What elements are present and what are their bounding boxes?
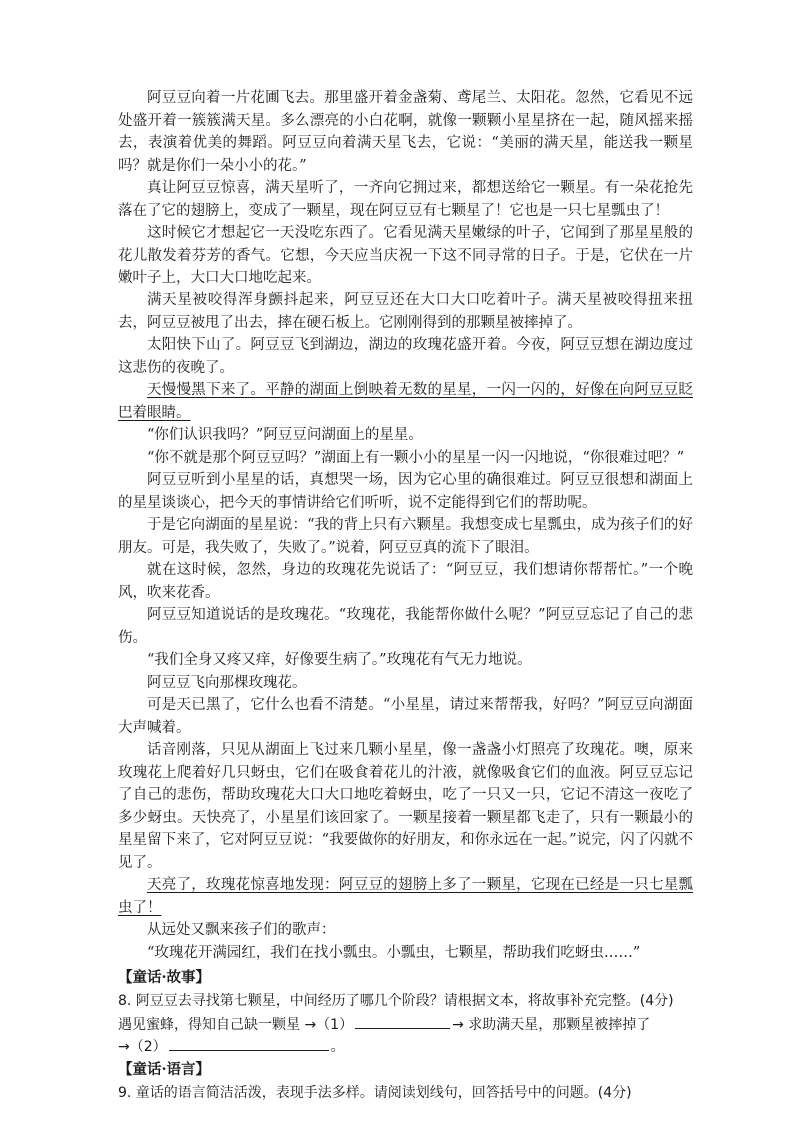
- story-paragraph: “你们认识我吗？”阿豆豆问湖面上的星星。: [147, 427, 423, 443]
- stage-end-text: 。: [330, 1039, 345, 1055]
- stage-c-text: →（2）: [118, 1039, 167, 1055]
- section-heading-story: 【童话·故事】: [118, 969, 211, 986]
- question-9: 9. 童话的语言简洁活泼，表现手法多样。请阅读划线句，回答括号中的问题。(4分): [118, 1085, 632, 1101]
- story-paragraph: 阿豆豆向着一片花圃飞去。那里盛开着金盏菊、鸢尾兰、太阳花。忽然，它看见不远处盛开着一簇簇满天星。多么漂亮的小白花啊，就像一颗颗小星星挤在一起，随风摇来摇去，表演着优美的舞蹈。阿豆豆向着满天星飞去，它说：“美丽的满天星，能送我一颗星吗？就是你们一朵小小的花。”: [118, 90, 693, 174]
- story-paragraph: 这时候它才想起它一天没吃东西了。它看见满天星嫩绿的叶子，它闻到了那星星般的花儿散发着芬芳的香气。它想，今天应当庆祝一下这不同寻常的日子。于是，它伏在一片嫩叶子上，大口大口地吃起来。: [118, 225, 693, 286]
- underlined-sentence-1: 天慢慢黑下来了。平静的湖面上倒映着无数的星星，一闪一闪的，好像在向阿豆豆眨巴着眼睛。: [118, 382, 693, 421]
- story-paragraph: 话音刚落，只见从湖面上飞过来几颗小星星，像一盏盏小灯照亮了玫瑰花。噢，原来玫瑰花上爬着好几只蚜虫，它们在吸食着花儿的汁液，就像吸食它们的血液。阿豆豆忘记了自己的悲伤，帮助玫瑰花大口大口地吃着蚜虫，吃了一只又一只，它记不清这一夜吃了多少蚜虫。天快亮了，小星星们该回家了。一颗星接着一颗星都飞走了，只有一颗最小的星星留下来了，它对阿豆豆说：“我要做你的好朋友，和你永远在一起。”说完，闪了闪就不见了。: [118, 742, 693, 871]
- stage-b-text: → 求助满天星，那颗星被摔掉了: [452, 1017, 651, 1033]
- story-paragraph: 于是它向湖面的星星说：“我的背上只有六颗星。我想变成七星瓢虫，成为孩子们的好朋友。可是，我失败了，失败了。”说着，阿豆豆真的流下了眼泪。: [118, 517, 693, 556]
- story-paragraph: 阿豆豆飞向那棵玫瑰花。: [147, 675, 307, 691]
- story-paragraph: 阿豆豆听到小星星的话，真想哭一场，因为它心里的确很难过。阿豆豆很想和湖面上的星星谈谈心，把今天的事情讲给它们听听，说不定能得到它们的帮助呢。: [118, 472, 693, 511]
- story-paragraph: 太阳快下山了。阿豆豆飞到湖边，湖边的玫瑰花盛开着。今夜，阿豆豆想在湖边度过这悲伤的夜晚了。: [118, 337, 693, 376]
- answer-blank-1[interactable]: [355, 1013, 450, 1029]
- story-paragraph: “玫瑰花开满园红，我们在找小瓢虫。小瓢虫，七颗星，帮助我们吃蚜虫……”: [147, 945, 641, 961]
- story-paragraph: 从远处又飘来孩子们的歌声：: [147, 922, 336, 938]
- story-paragraph: 真让阿豆豆惊喜，满天星听了，一齐向它拥过来，都想送给它一颗星。有一朵花抢先落在了它的翅膀上，变成了一颗星，现在阿豆豆有七颗星了！它也是一只七星瓢虫了！: [118, 180, 693, 219]
- story-paragraph: “我们全身又疼又痒，好像要生病了。”玫瑰花有气无力地说。: [147, 652, 532, 668]
- story-paragraph: 就在这时候，忽然，身边的玫瑰花先说话了：“阿豆豆，我们想请你帮帮忙。”一个晚风，吹来花香。: [118, 562, 693, 601]
- story-paragraph: 满天星被咬得浑身颤抖起来，阿豆豆还在大口大口吃着叶子。满天星被咬得扭来扭去，阿豆豆被甩了出去，摔在硬石板上。它刚刚得到的那颗星被摔掉了。: [118, 292, 693, 331]
- stage-a-text: 遇见蜜蜂，得知自己缺一颗星 →（1）: [118, 1017, 354, 1033]
- story-paragraph: “你不就是那个阿豆豆吗？”湖面上有一颗小小的星星一闪一闪地说，“你很难过吧？”: [147, 450, 685, 466]
- question-8-fill-line: [118, 1013, 693, 1037]
- question-8-fill-line-2: [118, 1035, 693, 1059]
- question-8: 8. 阿豆豆去寻找第七颗星，中间经历了哪几个阶段？请根据文本，将故事补充完整。(4分): [118, 993, 674, 1009]
- underlined-sentence-2: 天亮了，玫瑰花惊喜地发现：阿豆豆的翅膀上多了一颗星，它现在已经是一只七星瓢虫了！: [118, 877, 693, 916]
- answer-blank-2[interactable]: [169, 1035, 329, 1051]
- section-heading-language: 【童话·语言】: [118, 1061, 211, 1078]
- story-paragraph: 阿豆豆知道说话的是玫瑰花。“玫瑰花，我能帮你做什么呢？”阿豆豆忘记了自己的悲伤。: [118, 607, 693, 646]
- story-paragraph: 可是天已黑了，它什么也看不清楚。“小星星，请过来帮帮我，好吗？”阿豆豆向湖面大声喊着。: [118, 697, 693, 736]
